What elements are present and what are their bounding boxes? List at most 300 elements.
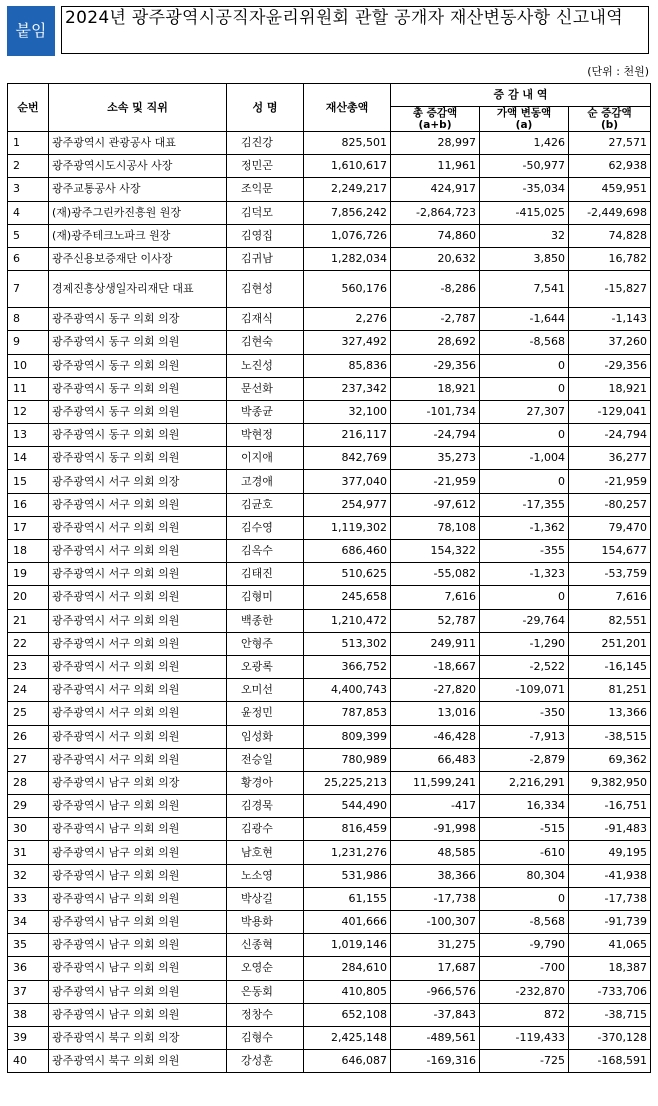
row-no-cell: 26 [8, 725, 49, 748]
row-no-cell: 11 [8, 377, 49, 400]
table-row [8, 586, 651, 609]
row-total-cell: 510,625 [304, 563, 391, 586]
row-net-change-cell: 69,362 [569, 748, 651, 771]
row-net-change-cell: 16,782 [569, 247, 651, 270]
row-net-change-cell: 7,616 [569, 586, 651, 609]
table-row [8, 632, 651, 655]
row-change-total-cell: 11,599,241 [391, 771, 480, 794]
table-row [8, 911, 651, 934]
row-price-change-cell: -29,764 [480, 609, 569, 632]
row-total-cell: 401,666 [304, 911, 391, 934]
row-org-cell: 광주신용보증재단 이사장 [49, 247, 227, 270]
row-name-cell: 김태진 [227, 563, 304, 586]
row-net-change-cell: -38,515 [569, 725, 651, 748]
row-name-cell: 노진성 [227, 354, 304, 377]
row-change-total-cell: -8,286 [391, 271, 480, 308]
table-row [8, 516, 651, 539]
row-no-cell: 30 [8, 818, 49, 841]
row-net-change-cell: 82,551 [569, 609, 651, 632]
row-total-cell: 780,989 [304, 748, 391, 771]
row-name-cell: 강성훈 [227, 1050, 304, 1073]
row-name-cell: 김재식 [227, 308, 304, 331]
table-row [8, 377, 651, 400]
row-no-cell: 13 [8, 424, 49, 447]
row-no-cell: 24 [8, 679, 49, 702]
row-change-total-cell: -97,612 [391, 493, 480, 516]
table-row [8, 1050, 651, 1073]
row-price-change-cell: 0 [480, 470, 569, 493]
row-price-change-cell: -8,568 [480, 331, 569, 354]
row-change-total-cell: 31,275 [391, 934, 480, 957]
row-org-cell: 광주광역시 동구 의회 의장 [49, 308, 227, 331]
row-net-change-cell: 18,387 [569, 957, 651, 980]
row-name-cell: 이지애 [227, 447, 304, 470]
row-change-total-cell: -55,082 [391, 563, 480, 586]
row-total-cell: 531,986 [304, 864, 391, 887]
row-name-cell: 김균호 [227, 493, 304, 516]
row-org-cell: 광주광역시 남구 의회 의장 [49, 771, 227, 794]
table-row [8, 725, 651, 748]
row-name-cell: 정창수 [227, 1003, 304, 1026]
row-no-cell: 5 [8, 224, 49, 247]
row-net-change-cell: -16,145 [569, 655, 651, 678]
row-name-cell: 김현성 [227, 271, 304, 308]
table-row [8, 980, 651, 1003]
table-row [8, 224, 651, 247]
row-change-total-cell: -100,307 [391, 911, 480, 934]
row-net-change-cell: -24,794 [569, 424, 651, 447]
row-name-cell: 김귀남 [227, 247, 304, 270]
table-row [8, 934, 651, 957]
col-header-change-total [391, 107, 480, 132]
row-change-total-cell: 20,632 [391, 247, 480, 270]
row-no-cell: 29 [8, 795, 49, 818]
col-header-org: 소속 및 직위 [49, 84, 227, 132]
table-row [8, 354, 651, 377]
row-org-cell: 광주광역시 서구 의회 의원 [49, 516, 227, 539]
row-no-cell: 15 [8, 470, 49, 493]
row-no-cell: 38 [8, 1003, 49, 1026]
row-change-total-cell: -18,667 [391, 655, 480, 678]
row-change-total-cell: 7,616 [391, 586, 480, 609]
table-row [8, 470, 651, 493]
row-no-cell: 2 [8, 155, 49, 178]
row-name-cell: 신종혁 [227, 934, 304, 957]
row-change-total-cell: 52,787 [391, 609, 480, 632]
row-no-cell: 25 [8, 702, 49, 725]
row-change-total-cell: 28,692 [391, 331, 480, 354]
row-total-cell: 513,302 [304, 632, 391, 655]
row-org-cell: 광주광역시 동구 의회 의원 [49, 447, 227, 470]
row-price-change-cell: 27,307 [480, 400, 569, 423]
row-org-cell: 광주광역시 남구 의회 의원 [49, 818, 227, 841]
row-org-cell: 광주광역시 서구 의회 의원 [49, 702, 227, 725]
asset-change-table [7, 83, 651, 1073]
row-org-cell: 광주광역시 남구 의회 의원 [49, 1003, 227, 1026]
row-change-total-cell: -24,794 [391, 424, 480, 447]
col-header-net-change-label: 순 증감액 [587, 107, 632, 119]
table-row [8, 655, 651, 678]
col-header-price-change [480, 107, 569, 132]
row-price-change-cell: -17,355 [480, 493, 569, 516]
document-title: 2024년 광주광역시공직자윤리위원회 관할 공개자 재산변동사항 신고내역 [61, 6, 649, 54]
row-no-cell: 16 [8, 493, 49, 516]
row-total-cell: 1,282,034 [304, 247, 391, 270]
row-price-change-cell: -1,323 [480, 563, 569, 586]
row-name-cell: 김영집 [227, 224, 304, 247]
col-header-name: 성 명 [227, 84, 304, 132]
row-price-change-cell: -232,870 [480, 980, 569, 1003]
row-change-total-cell: 28,997 [391, 132, 480, 155]
row-change-total-cell: -169,316 [391, 1050, 480, 1073]
row-org-cell: (재)광주그린카진흥원 원장 [49, 201, 227, 224]
row-price-change-cell: -119,433 [480, 1026, 569, 1049]
row-price-change-cell: -350 [480, 702, 569, 725]
row-total-cell: 686,460 [304, 540, 391, 563]
row-net-change-cell: -16,751 [569, 795, 651, 818]
row-name-cell: 임성화 [227, 725, 304, 748]
row-total-cell: 842,769 [304, 447, 391, 470]
row-net-change-cell: 154,677 [569, 540, 651, 563]
row-change-total-cell: 154,322 [391, 540, 480, 563]
row-org-cell: 광주광역시 관광공사 대표 [49, 132, 227, 155]
table-row [8, 748, 651, 771]
row-net-change-cell: 9,382,950 [569, 771, 651, 794]
row-no-cell: 33 [8, 887, 49, 910]
table-row [8, 447, 651, 470]
row-change-total-cell: 38,366 [391, 864, 480, 887]
row-total-cell: 366,752 [304, 655, 391, 678]
row-total-cell: 410,805 [304, 980, 391, 1003]
row-net-change-cell: 79,470 [569, 516, 651, 539]
row-name-cell: 은동회 [227, 980, 304, 1003]
row-price-change-cell: -725 [480, 1050, 569, 1073]
row-price-change-cell: -109,071 [480, 679, 569, 702]
row-change-total-cell: 48,585 [391, 841, 480, 864]
row-change-total-cell: -489,561 [391, 1026, 480, 1049]
unit-note: (단위 : 천원) [587, 65, 649, 78]
row-name-cell: 박용화 [227, 911, 304, 934]
row-no-cell: 14 [8, 447, 49, 470]
row-no-cell: 17 [8, 516, 49, 539]
row-no-cell: 6 [8, 247, 49, 270]
row-total-cell: 1,231,276 [304, 841, 391, 864]
row-org-cell: 광주광역시도시공사 사장 [49, 155, 227, 178]
row-change-total-cell: 66,483 [391, 748, 480, 771]
row-price-change-cell: -7,913 [480, 725, 569, 748]
row-price-change-cell: 0 [480, 887, 569, 910]
row-price-change-cell: 872 [480, 1003, 569, 1026]
row-price-change-cell: -9,790 [480, 934, 569, 957]
row-no-cell: 12 [8, 400, 49, 423]
row-org-cell: 광주광역시 서구 의회 의원 [49, 609, 227, 632]
row-no-cell: 32 [8, 864, 49, 887]
row-org-cell: 광주광역시 동구 의회 의원 [49, 377, 227, 400]
row-no-cell: 28 [8, 771, 49, 794]
row-total-cell: 2,425,148 [304, 1026, 391, 1049]
row-name-cell: 김경묵 [227, 795, 304, 818]
row-price-change-cell: -515 [480, 818, 569, 841]
col-header-change-group: 증 감 내 역 [391, 84, 651, 107]
row-net-change-cell: 459,951 [569, 178, 651, 201]
row-org-cell: 광주광역시 남구 의회 의원 [49, 841, 227, 864]
row-no-cell: 7 [8, 271, 49, 308]
row-total-cell: 254,977 [304, 493, 391, 516]
row-org-cell: (재)광주테크노파크 원장 [49, 224, 227, 247]
row-price-change-cell: 0 [480, 586, 569, 609]
row-total-cell: 327,492 [304, 331, 391, 354]
row-name-cell: 박현정 [227, 424, 304, 447]
row-name-cell: 김형미 [227, 586, 304, 609]
table-row [8, 493, 651, 516]
row-change-total-cell: -2,787 [391, 308, 480, 331]
row-total-cell: 7,856,242 [304, 201, 391, 224]
row-net-change-cell: 74,828 [569, 224, 651, 247]
table-row [8, 679, 651, 702]
row-name-cell: 황경아 [227, 771, 304, 794]
row-org-cell: 광주광역시 동구 의회 의원 [49, 424, 227, 447]
row-org-cell: 광주광역시 서구 의회 의원 [49, 632, 227, 655]
row-name-cell: 김옥수 [227, 540, 304, 563]
row-total-cell: 787,853 [304, 702, 391, 725]
table-row [8, 818, 651, 841]
row-net-change-cell: -91,739 [569, 911, 651, 934]
row-name-cell: 오광록 [227, 655, 304, 678]
row-change-total-cell: 78,108 [391, 516, 480, 539]
row-org-cell: 광주교통공사 사장 [49, 178, 227, 201]
row-price-change-cell: -2,879 [480, 748, 569, 771]
row-no-cell: 21 [8, 609, 49, 632]
col-header-total: 재산총액 [304, 84, 391, 132]
row-price-change-cell: 16,334 [480, 795, 569, 818]
table-row [8, 563, 651, 586]
row-price-change-cell: 0 [480, 354, 569, 377]
row-org-cell: 광주광역시 남구 의회 의원 [49, 934, 227, 957]
row-price-change-cell: -700 [480, 957, 569, 980]
row-net-change-cell: -168,591 [569, 1050, 651, 1073]
table-row [8, 957, 651, 980]
attachment-badge: 붙임 [7, 6, 55, 56]
row-org-cell: 광주광역시 북구 의회 의장 [49, 1026, 227, 1049]
row-total-cell: 560,176 [304, 271, 391, 308]
row-total-cell: 2,276 [304, 308, 391, 331]
row-org-cell: 광주광역시 서구 의회 의원 [49, 679, 227, 702]
row-name-cell: 전승일 [227, 748, 304, 771]
row-price-change-cell: -8,568 [480, 911, 569, 934]
table-row [8, 609, 651, 632]
row-name-cell: 조익문 [227, 178, 304, 201]
row-change-total-cell: -91,998 [391, 818, 480, 841]
row-price-change-cell: -415,025 [480, 201, 569, 224]
row-no-cell: 34 [8, 911, 49, 934]
row-org-cell: 광주광역시 서구 의회 의원 [49, 563, 227, 586]
row-net-change-cell: 18,921 [569, 377, 651, 400]
row-total-cell: 544,490 [304, 795, 391, 818]
row-no-cell: 27 [8, 748, 49, 771]
row-price-change-cell: -1,362 [480, 516, 569, 539]
row-change-total-cell: -2,864,723 [391, 201, 480, 224]
row-total-cell: 2,249,217 [304, 178, 391, 201]
row-org-cell: 광주광역시 서구 의회 의원 [49, 540, 227, 563]
row-org-cell: 광주광역시 남구 의회 의원 [49, 864, 227, 887]
table-row [8, 1003, 651, 1026]
row-price-change-cell: 1,426 [480, 132, 569, 155]
row-net-change-cell: -80,257 [569, 493, 651, 516]
document-header [7, 6, 651, 56]
table-row [8, 864, 651, 887]
row-name-cell: 안형주 [227, 632, 304, 655]
row-net-change-cell: -29,356 [569, 354, 651, 377]
row-change-total-cell: -27,820 [391, 679, 480, 702]
row-total-cell: 1,210,472 [304, 609, 391, 632]
row-net-change-cell: -1,143 [569, 308, 651, 331]
row-name-cell: 노소영 [227, 864, 304, 887]
row-change-total-cell: 35,273 [391, 447, 480, 470]
row-no-cell: 9 [8, 331, 49, 354]
row-name-cell: 김현숙 [227, 331, 304, 354]
row-name-cell: 김수영 [227, 516, 304, 539]
row-change-total-cell: 13,016 [391, 702, 480, 725]
row-name-cell: 오미선 [227, 679, 304, 702]
table-row [8, 178, 651, 201]
row-price-change-cell: 32 [480, 224, 569, 247]
row-no-cell: 22 [8, 632, 49, 655]
table-row [8, 271, 651, 308]
row-total-cell: 1,119,302 [304, 516, 391, 539]
row-no-cell: 20 [8, 586, 49, 609]
row-org-cell: 광주광역시 남구 의회 의원 [49, 980, 227, 1003]
row-change-total-cell: -17,738 [391, 887, 480, 910]
row-org-cell: 광주광역시 서구 의회 의원 [49, 655, 227, 678]
row-total-cell: 245,658 [304, 586, 391, 609]
row-change-total-cell: -966,576 [391, 980, 480, 1003]
row-total-cell: 1,610,617 [304, 155, 391, 178]
row-net-change-cell: -733,706 [569, 980, 651, 1003]
col-header-no: 순번 [8, 84, 49, 132]
row-no-cell: 39 [8, 1026, 49, 1049]
row-net-change-cell: -21,959 [569, 470, 651, 493]
row-net-change-cell: 37,260 [569, 331, 651, 354]
row-total-cell: 4,400,743 [304, 679, 391, 702]
row-change-total-cell: -21,959 [391, 470, 480, 493]
table-row [8, 702, 651, 725]
table-row [8, 331, 651, 354]
row-no-cell: 10 [8, 354, 49, 377]
row-net-change-cell: -129,041 [569, 400, 651, 423]
row-total-cell: 646,087 [304, 1050, 391, 1073]
table-row [8, 1026, 651, 1049]
row-change-total-cell: 11,961 [391, 155, 480, 178]
table-row [8, 132, 651, 155]
row-change-total-cell: 424,917 [391, 178, 480, 201]
row-change-total-cell: -46,428 [391, 725, 480, 748]
table-row [8, 795, 651, 818]
row-no-cell: 1 [8, 132, 49, 155]
row-no-cell: 23 [8, 655, 49, 678]
row-name-cell: 김형수 [227, 1026, 304, 1049]
row-total-cell: 284,610 [304, 957, 391, 980]
row-net-change-cell: 27,571 [569, 132, 651, 155]
row-org-cell: 광주광역시 서구 의회 의원 [49, 748, 227, 771]
row-no-cell: 36 [8, 957, 49, 980]
row-total-cell: 652,108 [304, 1003, 391, 1026]
row-total-cell: 216,117 [304, 424, 391, 447]
row-price-change-cell: -2,522 [480, 655, 569, 678]
row-net-change-cell: -91,483 [569, 818, 651, 841]
row-net-change-cell: 81,251 [569, 679, 651, 702]
row-total-cell: 809,399 [304, 725, 391, 748]
col-header-change-total-label: 총 증감액 [412, 107, 458, 119]
row-no-cell: 19 [8, 563, 49, 586]
row-price-change-cell: 3,850 [480, 247, 569, 270]
row-org-cell: 광주광역시 남구 의회 의원 [49, 887, 227, 910]
table-row [8, 887, 651, 910]
row-org-cell: 광주광역시 남구 의회 의원 [49, 911, 227, 934]
row-price-change-cell: 2,216,291 [480, 771, 569, 794]
row-total-cell: 1,076,726 [304, 224, 391, 247]
row-total-cell: 825,501 [304, 132, 391, 155]
row-price-change-cell: -1,004 [480, 447, 569, 470]
row-total-cell: 237,342 [304, 377, 391, 400]
row-change-total-cell: 249,911 [391, 632, 480, 655]
row-change-total-cell: -37,843 [391, 1003, 480, 1026]
row-price-change-cell: 0 [480, 424, 569, 447]
row-no-cell: 40 [8, 1050, 49, 1073]
row-name-cell: 정민곤 [227, 155, 304, 178]
row-org-cell: 광주광역시 서구 의회 의원 [49, 493, 227, 516]
row-name-cell: 박종균 [227, 400, 304, 423]
row-no-cell: 8 [8, 308, 49, 331]
row-change-total-cell: 18,921 [391, 377, 480, 400]
row-total-cell: 85,836 [304, 354, 391, 377]
row-name-cell: 박상길 [227, 887, 304, 910]
table-row [8, 247, 651, 270]
row-name-cell: 김광수 [227, 818, 304, 841]
table-row [8, 308, 651, 331]
row-name-cell: 김덕모 [227, 201, 304, 224]
row-net-change-cell: 62,938 [569, 155, 651, 178]
row-total-cell: 25,225,213 [304, 771, 391, 794]
row-name-cell: 오영순 [227, 957, 304, 980]
row-net-change-cell: 36,277 [569, 447, 651, 470]
row-price-change-cell: -610 [480, 841, 569, 864]
col-header-net-change [569, 107, 651, 132]
row-org-cell: 광주광역시 북구 의회 의원 [49, 1050, 227, 1073]
row-total-cell: 377,040 [304, 470, 391, 493]
row-net-change-cell: 13,366 [569, 702, 651, 725]
row-org-cell: 광주광역시 동구 의회 의원 [49, 331, 227, 354]
row-net-change-cell: -41,938 [569, 864, 651, 887]
row-no-cell: 18 [8, 540, 49, 563]
row-net-change-cell: -38,715 [569, 1003, 651, 1026]
row-change-total-cell: 17,687 [391, 957, 480, 980]
row-change-total-cell: -417 [391, 795, 480, 818]
table-row [8, 424, 651, 447]
col-header-price-change-label: 가액 변동액 [496, 107, 552, 119]
row-price-change-cell: 80,304 [480, 864, 569, 887]
table-row [8, 201, 651, 224]
row-net-change-cell: 41,065 [569, 934, 651, 957]
row-no-cell: 31 [8, 841, 49, 864]
table-body [8, 132, 651, 1073]
row-change-total-cell: -101,734 [391, 400, 480, 423]
row-price-change-cell: -50,977 [480, 155, 569, 178]
col-header-price-change-sub: (a) [515, 119, 533, 131]
col-header-net-change-sub: (b) [600, 119, 619, 131]
row-org-cell: 경제진흥상생일자리재단 대표 [49, 271, 227, 308]
row-org-cell: 광주광역시 동구 의회 의원 [49, 354, 227, 377]
table-row [8, 771, 651, 794]
